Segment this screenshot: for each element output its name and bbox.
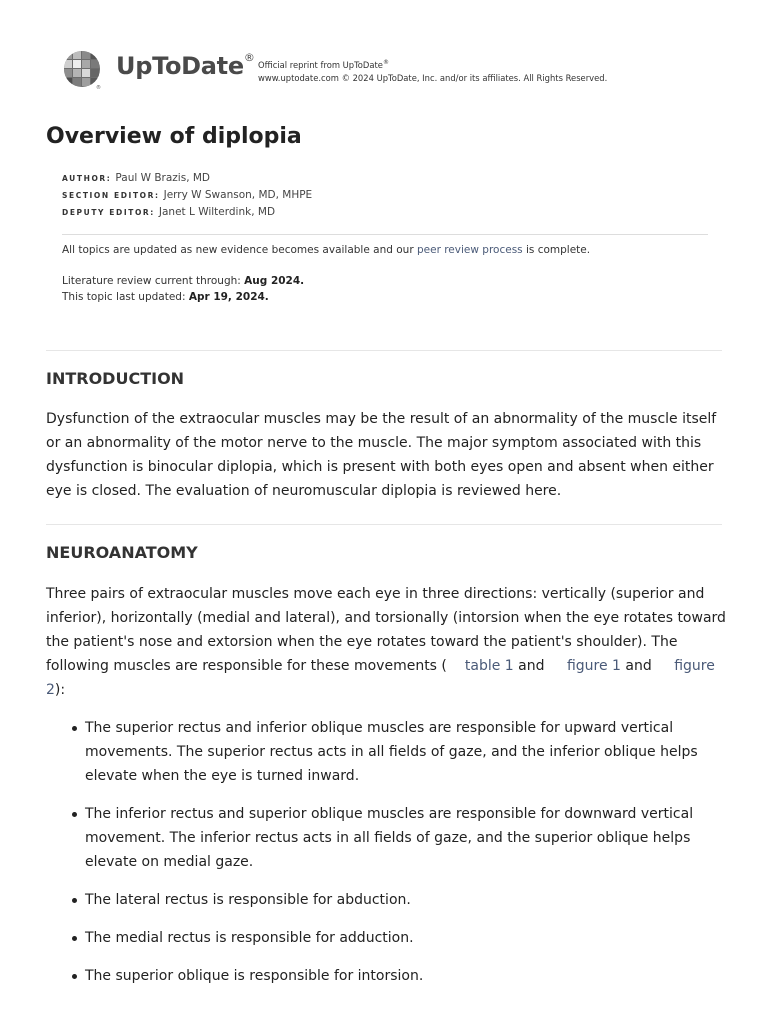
figure-1-link[interactable]: figure 1 bbox=[566, 658, 621, 674]
figure-2-link[interactable]: figure 2 bbox=[46, 658, 715, 698]
bullet-icon bbox=[72, 812, 77, 817]
list-item: The superior oblique is responsible for intorsion. bbox=[46, 964, 726, 988]
list-item: The superior rectus and inferior oblique muscles are responsible for upward vertical movements. The superior rectus acts in all fields of gaze, and the inferior oblique helps elevate when the eye is turned inward. bbox=[46, 716, 726, 788]
list-item: The medial rectus is responsible for adduction. bbox=[46, 926, 726, 950]
deputy-editor-row: DEPUTY EDITOR: Janet L Wilterdink, MD bbox=[62, 206, 276, 218]
list-item: The inferior rectus and superior oblique muscles are responsible for downward vertical movement. The inferior rectus acts in all fields of gaze, and the superior oblique helps elevate on medial gaze. bbox=[46, 802, 726, 874]
list-item: The lateral rectus is responsible for abduction. bbox=[46, 888, 726, 912]
section-editor-row: SECTION EDITOR: Jerry W Swanson, MD, MHPE bbox=[62, 189, 313, 201]
reprint-notice: Official reprint from UpToDate® www.uptodate.com © 2024 UpToDate, Inc. and/or its affiliates. All Rights Reserved. bbox=[258, 59, 608, 83]
section-divider bbox=[46, 524, 722, 525]
author-list bbox=[62, 170, 312, 221]
svg-text:®: ® bbox=[96, 85, 101, 90]
brand-name: UpToDate® bbox=[116, 51, 255, 80]
peer-review-link[interactable]: peer review process bbox=[416, 244, 523, 256]
introduction-heading: INTRODUCTION bbox=[46, 369, 185, 388]
bullet-icon bbox=[72, 936, 77, 941]
header bbox=[62, 50, 722, 90]
muscle-list bbox=[46, 716, 726, 1002]
review-dates: Literature review current through: Aug 2024. This topic last updated: Apr 19, 2024. bbox=[62, 275, 305, 303]
neuroanatomy-paragraph: Three pairs of extraocular muscles move each eye in three directions: vertically (superior and inferior), horizontally (medial and lateral), and torsionally (intorsion when the eye rotates toward the patient's nose and extorsion when the eye rotates toward the patient's shoulder). The following muscles are responsible for these movements ( table 1 and figure 1 and figure 2): bbox=[46, 586, 726, 698]
bullet-icon bbox=[72, 898, 77, 903]
page-title: Overview of diplopia bbox=[46, 124, 302, 149]
author-row: AUTHOR: Paul W Brazis, MD bbox=[62, 172, 211, 184]
update-notice: All topics are updated as new evidence becomes available and our peer review process is complete. bbox=[62, 244, 591, 256]
neuroanatomy-heading: NEUROANATOMY bbox=[46, 543, 198, 562]
bullet-icon bbox=[72, 726, 77, 731]
divider bbox=[62, 234, 708, 235]
uptodate-logo-icon bbox=[62, 50, 102, 90]
bullet-icon bbox=[72, 974, 77, 979]
introduction-paragraph: Dysfunction of the extraocular muscles may be the result of an abnormality of the muscle itself or an abnormality of the motor nerve to the muscle. The major symptom associated with this dysfunction is binocular diplopia, which is present with both eyes open and absent when either eye is closed. The evaluation of neuromuscular diplopia is reviewed here. bbox=[46, 411, 717, 499]
section-divider bbox=[46, 350, 722, 351]
table-1-link[interactable]: table 1 bbox=[464, 658, 514, 674]
